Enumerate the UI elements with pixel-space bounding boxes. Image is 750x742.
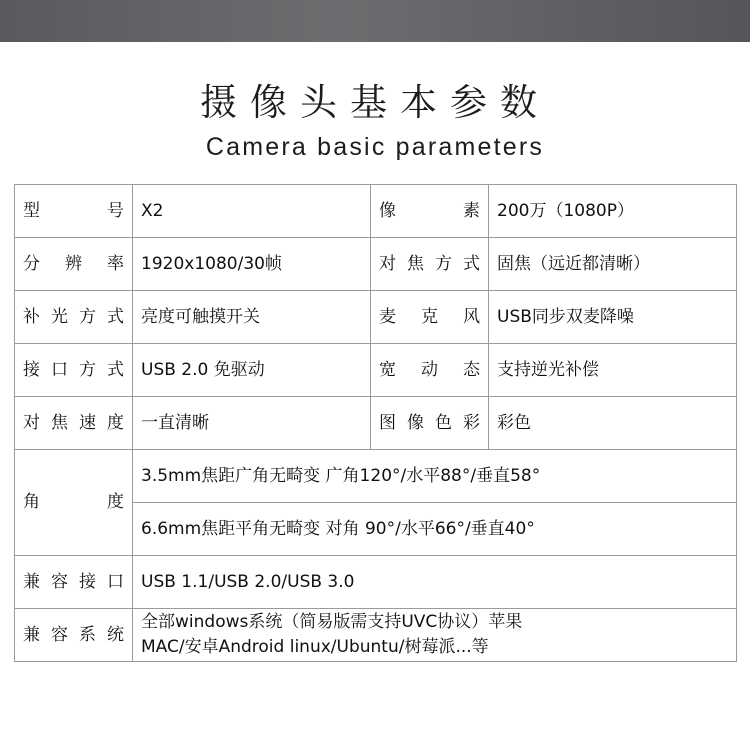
spec-label: 麦克风 bbox=[371, 291, 489, 344]
page-title-chinese: 摄像头基本参数 bbox=[200, 81, 550, 124]
table-row bbox=[15, 291, 737, 344]
table-row bbox=[15, 609, 737, 662]
page-title-english: Camera basic parameters bbox=[205, 133, 545, 161]
top-banner-strip bbox=[0, 0, 750, 42]
spec-label: 兼容系统 bbox=[15, 609, 133, 662]
spec-label: 像素 bbox=[371, 185, 489, 238]
spec-value: 亮度可触摸开关 bbox=[133, 291, 371, 344]
table-row bbox=[15, 556, 737, 609]
spec-value-compat-system bbox=[133, 609, 737, 662]
spec-value: 200万（1080P） bbox=[489, 185, 737, 238]
table-row-angle-first bbox=[15, 450, 737, 503]
spec-label: 对焦方式 bbox=[371, 238, 489, 291]
table-row bbox=[15, 344, 737, 397]
spec-value: 固焦（远近都清晰） bbox=[489, 238, 737, 291]
spec-value: USB同步双麦降噪 bbox=[489, 291, 737, 344]
table-row bbox=[15, 238, 737, 291]
spec-label: 对焦速度 bbox=[15, 397, 133, 450]
table-row bbox=[15, 185, 737, 238]
spec-label: 兼容接口 bbox=[15, 556, 133, 609]
spec-label: 型号 bbox=[15, 185, 133, 238]
spec-label: 补光方式 bbox=[15, 291, 133, 344]
spec-value-angle-tele: 6.6mm焦距平角无畸变 对角 90°/水平66°/垂直40° bbox=[133, 503, 737, 556]
spec-label: 图像色彩 bbox=[371, 397, 489, 450]
spec-value: X2 bbox=[133, 185, 371, 238]
compat-system-line-2: MAC/安卓Android linux/Ubuntu/树莓派...等 bbox=[141, 637, 489, 657]
spec-value: 一直清晰 bbox=[133, 397, 371, 450]
spec-label: 分辨率 bbox=[15, 238, 133, 291]
spec-label-angle: 角度 bbox=[15, 450, 133, 556]
spec-value: USB 2.0 免驱动 bbox=[133, 344, 371, 397]
compat-system-line-1: 全部windows系统（简易版需支持UVC协议）苹果 bbox=[141, 611, 523, 632]
spec-label: 接口方式 bbox=[15, 344, 133, 397]
spec-value: 1920x1080/30帧 bbox=[133, 238, 371, 291]
spec-label: 宽动态 bbox=[371, 344, 489, 397]
spec-value: 彩色 bbox=[489, 397, 737, 450]
spec-value: USB 1.1/USB 2.0/USB 3.0 bbox=[133, 556, 737, 609]
camera-spec-table bbox=[14, 184, 737, 662]
table-row bbox=[15, 397, 737, 450]
spec-value-angle-wide: 3.5mm焦距广角无畸变 广角120°/水平88°/垂直58° bbox=[133, 450, 737, 503]
spec-value: 支持逆光补偿 bbox=[489, 344, 737, 397]
